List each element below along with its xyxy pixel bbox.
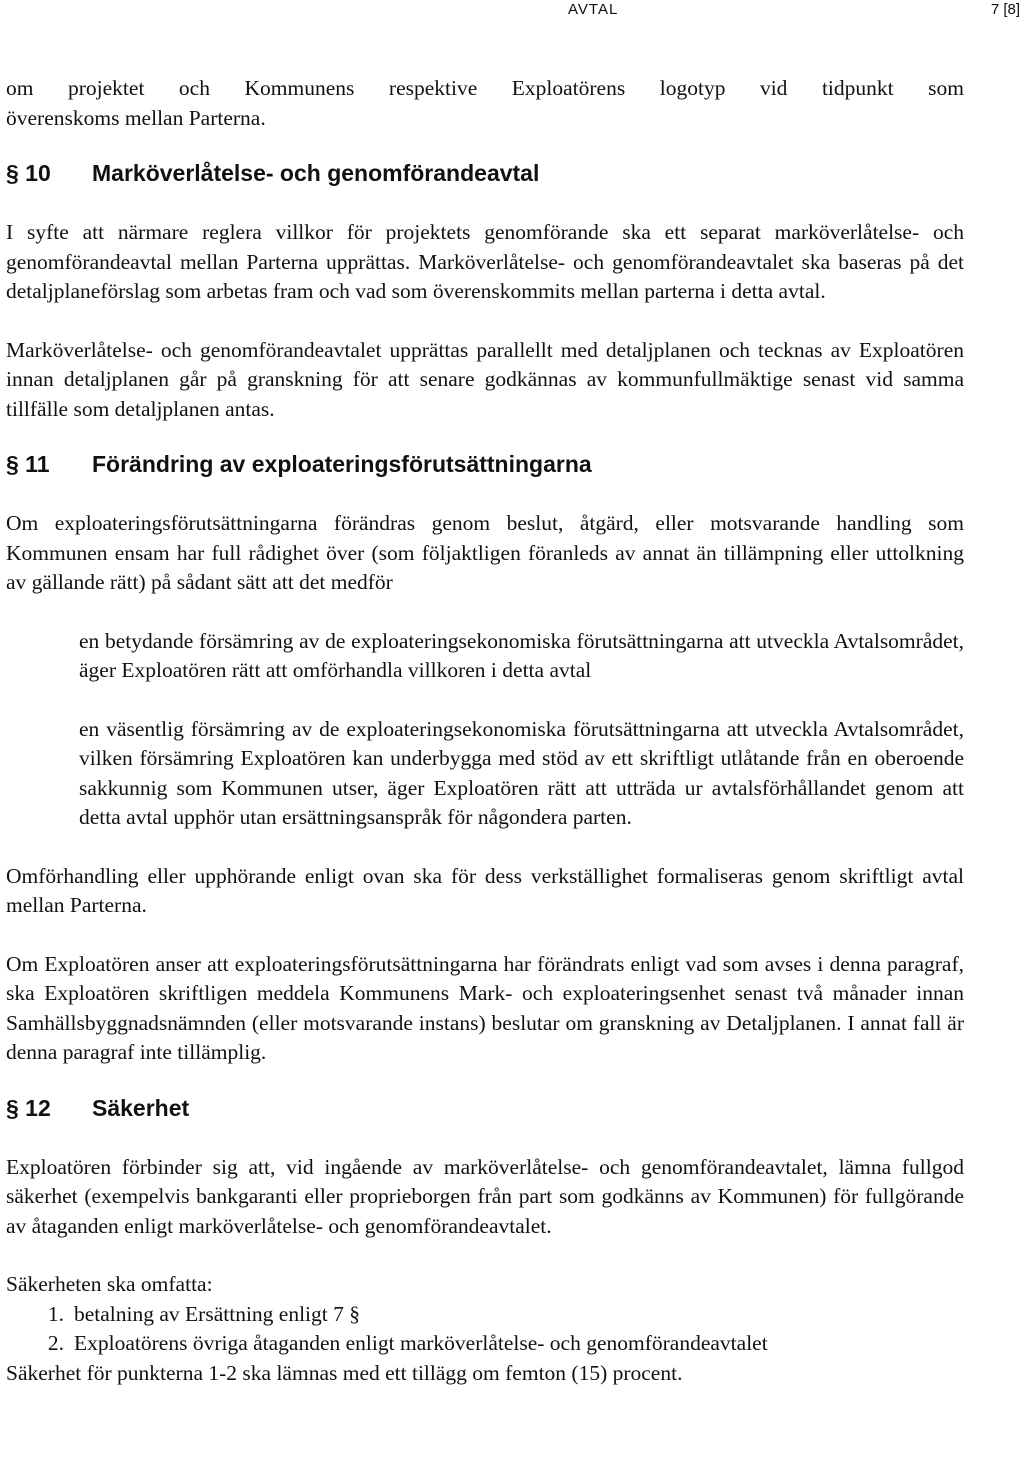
list-item-marker: 1. <box>47 1301 64 1326</box>
section-12-paragraph-3: Säkerhet för punkterna 1-2 ska lämnas med ett tillägg om femton (15) procent. <box>6 1360 683 1385</box>
intro-line-2: överenskoms mellan Parterna. <box>6 105 266 130</box>
section-12-number: § 12 <box>6 1094 51 1121</box>
page-number: 7 [8] <box>990 1 1020 18</box>
section-12-heading <box>6 1093 964 1123</box>
section-12-paragraph-2: Säkerheten ska omfatta: <box>6 1272 213 1296</box>
page-header <box>0 0 1024 30</box>
section-10-paragraph-2: Marköverlåtelse- och genomförandeavtalet upprättas parallellt med detaljplanen och tecknas av Exploatören innan detaljplanen går på granskning för att senare godkännas av kommunfullmäktige senast vid samma tillfälle som detaljplanen antas. <box>6 337 964 421</box>
document-body <box>6 74 964 1388</box>
section-10-number: § 10 <box>6 160 51 186</box>
list-item-text: betalning av Ersättning enligt 7 § <box>74 1301 361 1326</box>
list-item-marker: 2. <box>47 1331 64 1355</box>
section-11-item-2: en väsentlig försämring av de exploateringsekonomiska förutsättningarna att utveckla Avtalsområdet, vilken försämring Exploatören kan underbygga med stöd av ett skriftligt utlåtande från en oberoende sakkunnig som Kommunen utser, äger Exploatören rätt att utträda ur avtalsförhållandet genom att detta avtal upphör utan ersättningsanspråk för någondera parten. <box>79 716 964 829</box>
section-11-number: § 11 <box>6 451 50 477</box>
section-12-title: Säkerhet <box>92 1094 190 1121</box>
document-title: AVTAL <box>568 1 619 18</box>
section-11-paragraph-1: Om exploateringsförutsättningarna förändras genom beslut, åtgärd, eller motsvarande handling som Kommunen ensam har full rådighet över (som följaktligen föranleds av annat än tillämpning eller uttolkning av gällande rätt) på sådant sätt att det medför <box>6 511 964 594</box>
list-item <box>6 1300 964 1330</box>
section-11-heading <box>6 449 964 479</box>
section-11-title: Förändring av exploateringsförutsättningarna <box>92 451 592 477</box>
section-11-paragraph-3: Om Exploatören anser att exploateringsförutsättningarna har förändrats enligt vad som avses i denna paragraf, ska Exploatören skriftligen meddela Kommunens Mark- och exploateringsenhet senast två månader innan Samhällsbyggnadsnämnden (eller motsvarande instans) beslutar om granskning av Detaljplanen. I annat fall är denna paragraf inte tillämplig. <box>6 951 964 1064</box>
section-11-paragraph-2: Omförhandling eller upphörande enligt ovan ska för dess verkställighet formaliseras genom skriftligt avtal mellan Parterna. <box>6 863 964 917</box>
section-10-paragraph-1: I syfte att närmare reglera villkor för projektets genomförande ska ett separat marköverlåtelse- och genomförandeavtal mellan Parterna upprättas. Marköverlåtelse- och genomförandeavtalet ska baseras på det detaljplaneförslag som arbetas fram och vad som överenskommits mellan parterna i detta avtal. <box>6 220 964 303</box>
list-item-text: Exploatörens övriga åtaganden enligt marköverlåtelse- och genomförandeavtalet <box>74 1331 768 1355</box>
section-10-title: Marköverlåtelse- och genomförandeavtal <box>92 160 540 186</box>
section-12-paragraph-1: Exploatören förbinder sig att, vid ingående av marköverlåtelse- och genomförandeavtalet, lämna fullgod säkerhet (exempelvis bankgaranti eller proprieborgen från part som godkänns av Kommunen) för fullgörande av åtaganden enligt marköverlåtelse- och genomförandeavtalet. <box>6 1154 964 1238</box>
security-list <box>6 1300 964 1359</box>
section-10-heading <box>6 158 964 188</box>
intro-line-1: om projektet och Kommunens respektive Exploatörens logotyp vid tidpunkt som <box>6 76 964 100</box>
section-11-item-1: en betydande försämring av de exploateringsekonomiska förutsättningarna att utveckla Avtalsområdet, äger Exploatören rätt att omförhandla villkoren i detta avtal <box>79 628 964 682</box>
list-item <box>6 1329 964 1359</box>
